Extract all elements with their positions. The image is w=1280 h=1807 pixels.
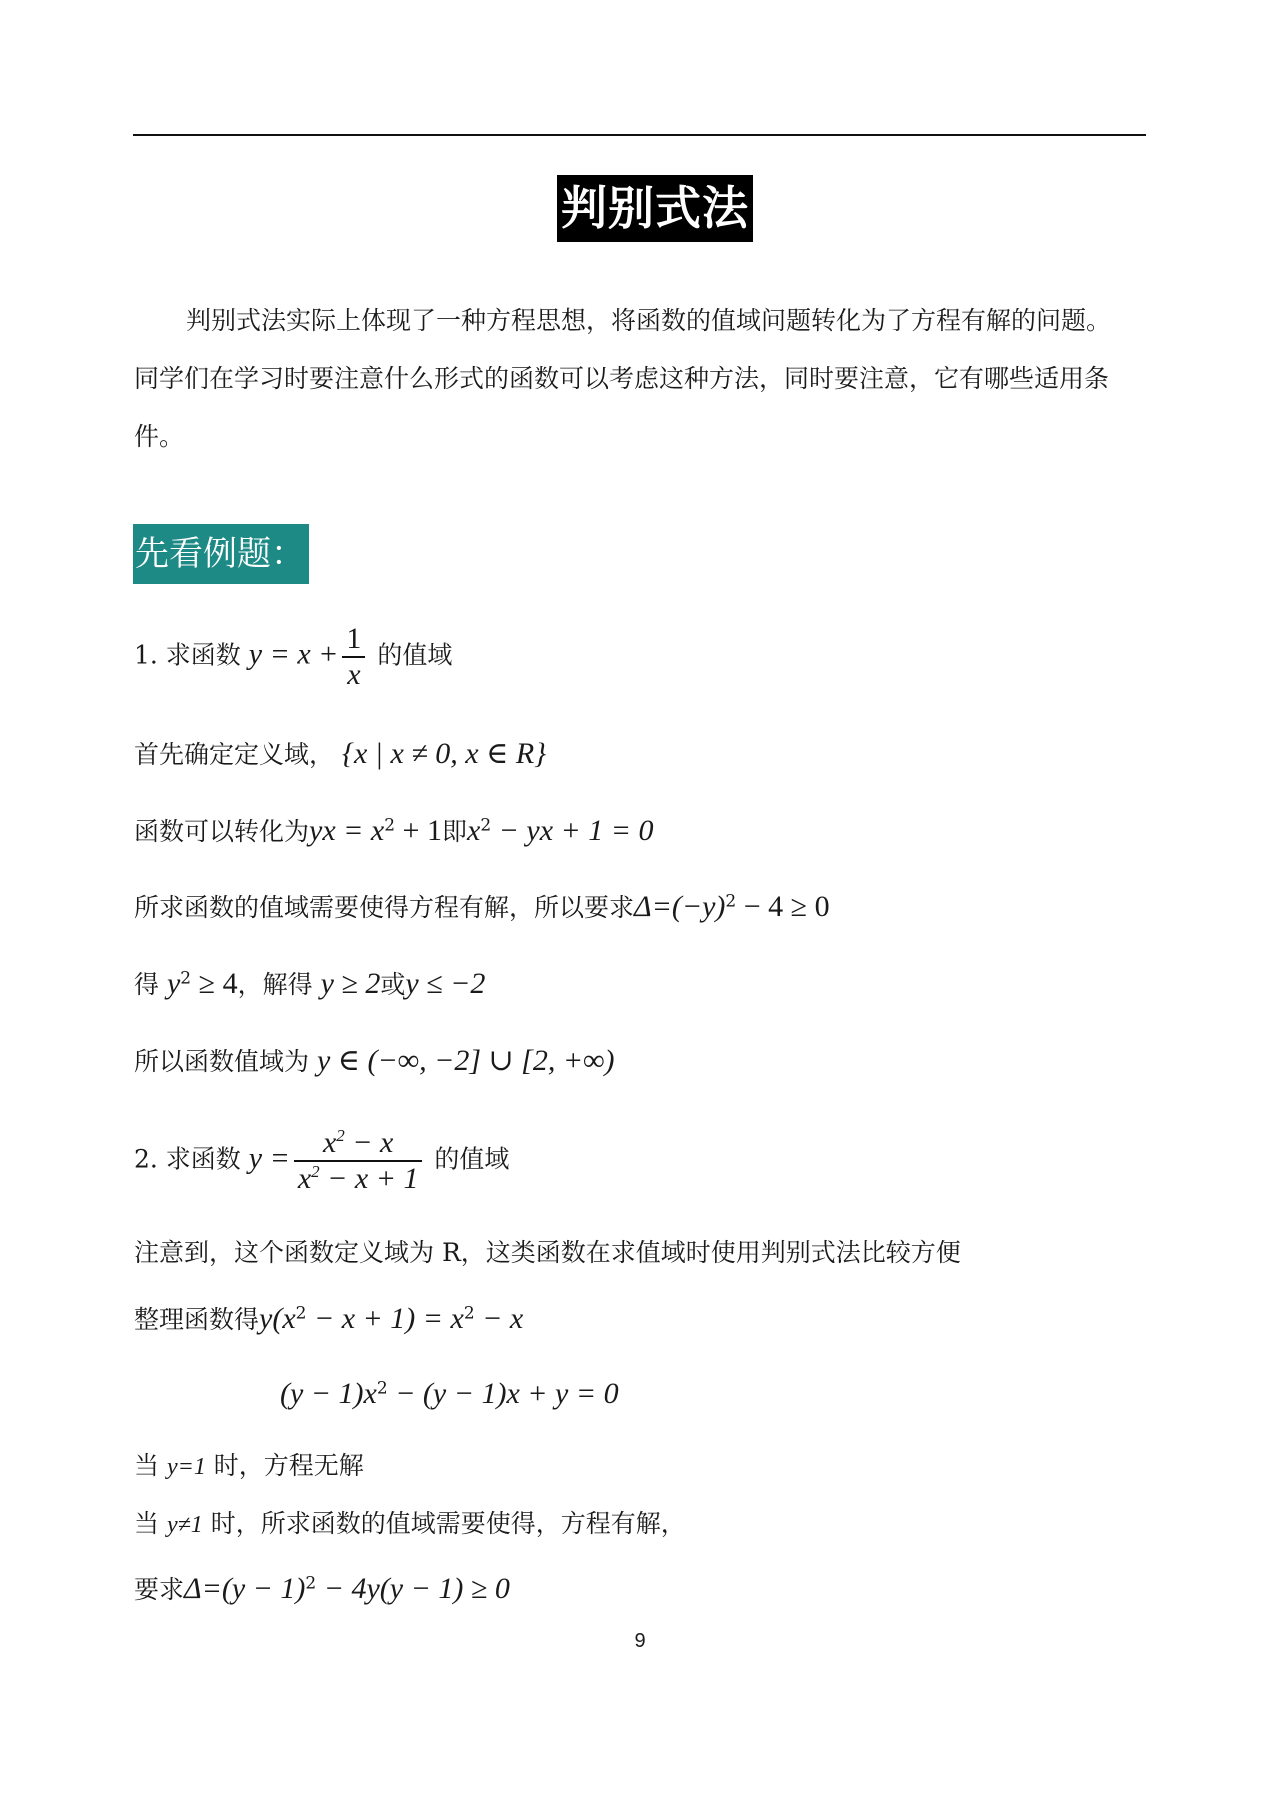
disc-text: 所求函数的值域需要使得方程有解，所以要求	[134, 893, 635, 922]
transform-math-b: + 1	[395, 814, 442, 847]
range-text: 所以函数值域为	[134, 1047, 310, 1076]
example2-fraction	[294, 1126, 423, 1196]
exponent: 2	[180, 968, 192, 989]
arrange-math-c: − x	[474, 1302, 524, 1335]
case1-math: y=1	[166, 1454, 206, 1480]
case2-a: 当	[134, 1509, 160, 1538]
example1-range	[134, 1042, 614, 1078]
solve-math-c: y ≥ 2	[320, 967, 381, 1000]
case2-b: 时，所求函数的值域需要使得，方程有解，	[210, 1509, 686, 1538]
example1-suffix: 的值域	[377, 640, 453, 670]
frac-num-a: x	[322, 1126, 337, 1159]
eq-b: − (y − 1)x + y = 0	[387, 1377, 619, 1410]
eq-a: (y − 1)x	[280, 1377, 377, 1410]
solve-or: 或	[380, 970, 406, 999]
exponent: 2	[311, 1162, 320, 1181]
example1-transform	[134, 812, 654, 848]
solve-b: ，解得	[237, 970, 313, 999]
exponent: 2	[480, 815, 492, 836]
example1-discriminant	[134, 888, 830, 924]
disc-math-b: − 4 ≥ 0	[736, 890, 830, 923]
req-math-b: − 4y(y − 1) ≥ 0	[316, 1572, 510, 1605]
example2-case1	[134, 1446, 364, 1482]
intro-line-3: 件。	[134, 422, 185, 451]
frac-den-b: − x + 1	[319, 1162, 419, 1195]
example2-note: 注意到，这个函数定义域为 R，这类函数在求值域时使用判别式法比较方便	[134, 1238, 961, 1267]
domain-math: {x | x ≠ 0, x ∈ R}	[341, 737, 547, 770]
transform-mid: 即	[441, 817, 467, 846]
page-title: 判别式法	[557, 175, 753, 242]
example1-solve	[134, 965, 485, 1001]
example1-question	[134, 622, 452, 692]
solve-math-a: y	[166, 967, 181, 1000]
example1-frac-den: x	[342, 656, 365, 692]
example1-frac-num: 1	[346, 622, 362, 655]
req-math-a: Δ=(y − 1)	[184, 1572, 306, 1605]
solve-math-b: ≥ 4	[191, 967, 238, 1000]
example2-arrange	[134, 1300, 523, 1336]
example2-question	[134, 1126, 509, 1196]
frac-num-b: − x	[344, 1126, 394, 1159]
transform-math-a: yx = x	[309, 814, 385, 847]
example2-requirement	[134, 1570, 510, 1606]
example2-case2	[134, 1504, 686, 1540]
exponent: 2	[336, 1126, 345, 1145]
exponent: 2	[376, 1378, 388, 1399]
arrange-math-a: y(x	[259, 1302, 296, 1335]
transform-text: 函数可以转化为	[134, 817, 310, 846]
example2-frac-den	[294, 1160, 423, 1196]
example1-domain	[134, 735, 546, 771]
req-text: 要求	[134, 1575, 185, 1604]
arrange-math-b: − x + 1) = x	[306, 1302, 464, 1335]
intro-paragraph	[134, 292, 1146, 466]
domain-text: 首先确定定义域，	[134, 740, 335, 769]
header-rule	[133, 134, 1146, 136]
example1-fraction	[342, 622, 365, 692]
case2-math: y≠1	[166, 1512, 203, 1538]
arrange-text: 整理函数得	[134, 1305, 260, 1334]
example1-prefix: 1. 求函数	[134, 640, 241, 670]
example2-prefix: 2. 求函数	[134, 1144, 241, 1174]
intro-line-1: 判别式法实际上体现了一种方程思想，将函数的值域问题转化为了方程有解的问题。	[186, 306, 1112, 335]
exponent: 2	[725, 891, 737, 912]
example2-formula-lhs: y =	[248, 1141, 290, 1175]
transform-math-d: − yx + 1 = 0	[491, 814, 654, 847]
disc-math: Δ=(−y)	[634, 890, 726, 923]
section-heading: 先看例题：	[133, 524, 309, 584]
example2-frac-num	[294, 1126, 423, 1160]
transform-math-c: x	[466, 814, 481, 847]
exponent: 2	[384, 815, 396, 836]
frac-den-a: x	[297, 1162, 312, 1195]
case1-a: 当	[134, 1451, 160, 1480]
range-math: y ∈ (−∞, −2] ∪ [2, +∞)	[316, 1044, 615, 1077]
solve-math-d: y ≤ −2	[405, 967, 486, 1000]
page-number: 9	[634, 1630, 646, 1652]
example1-formula-lhs: y = x +	[248, 637, 339, 671]
intro-line-2: 同学们在学习时要注意什么形式的函数可以考虑这种方法，同时要注意，它有哪些适用条	[134, 364, 1110, 393]
example2-suffix: 的值域	[434, 1144, 510, 1174]
solve-a: 得	[134, 970, 160, 999]
exponent: 2	[463, 1303, 475, 1324]
exponent: 2	[295, 1303, 307, 1324]
case1-b: 时，方程无解	[213, 1451, 364, 1480]
exponent: 2	[305, 1573, 317, 1594]
example2-equation	[280, 1377, 619, 1411]
